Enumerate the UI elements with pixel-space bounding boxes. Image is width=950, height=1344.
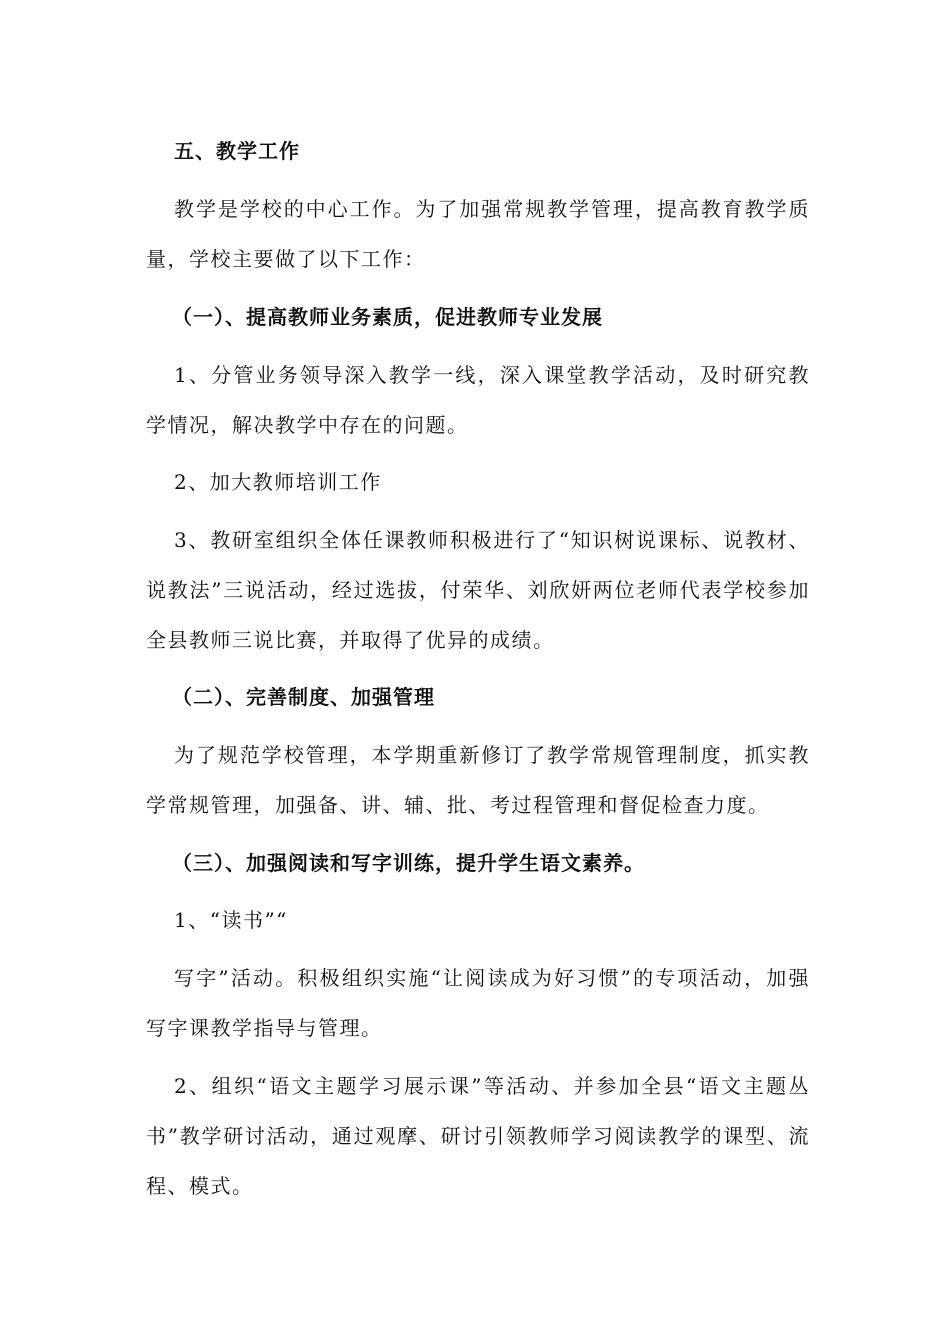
sub2-paragraph: 为了规范学校管理，本学期重新修订了教学常规管理制度，抓实教学常规管理，加强备、讲、辅、批、考过程管理和督促检查力度。 xyxy=(146,743,810,817)
sub1-item-3: 3、教研室组织全体任课教师积极进行了“知识树说课标、说教材、说教法”三说活动，经过选拔，付荣华、刘欣妍两位老师代表学校参加全县教师三说比赛，并取得了优异的成绩。 xyxy=(146,528,810,652)
sub3-item-2: 2、组织“语文主题学习展示课”等活动、并参加全县“语文主题丛书”教学研讨活动，通过观摩、研讨引领教师学习阅读教学的课型、流程、模式。 xyxy=(146,1074,810,1198)
subsection-heading-3: （三）、加强阅读和写字训练，提升学生语文素养。 xyxy=(172,851,645,875)
subsection-heading-2: （二）、完善制度、加强管理 xyxy=(172,685,435,709)
subsection-heading-1: （一）、提高教师业务素质，促进教师专业发展 xyxy=(172,305,603,329)
section-heading: 五、教学工作 xyxy=(174,139,300,163)
sub1-item-2: 2、加大教师培训工作 xyxy=(174,470,382,494)
intro-paragraph: 教学是学校的中心工作。为了加强常规教学管理，提高教育教学质量，学校主要做了以下工作： xyxy=(146,197,810,271)
sub1-item-1: 1、分管业务领导深入教学一线，深入课堂教学活动，及时研究教学情况，解决教学中存在的问题。 xyxy=(146,363,810,437)
sub3-item-1-part-b: 写字”活动。积极组织实施“让阅读成为好习惯”的专项活动，加强写字课教学指导与管理。 xyxy=(146,966,810,1040)
sub3-item-1-part-a: 1、“读书”“ xyxy=(174,908,288,932)
